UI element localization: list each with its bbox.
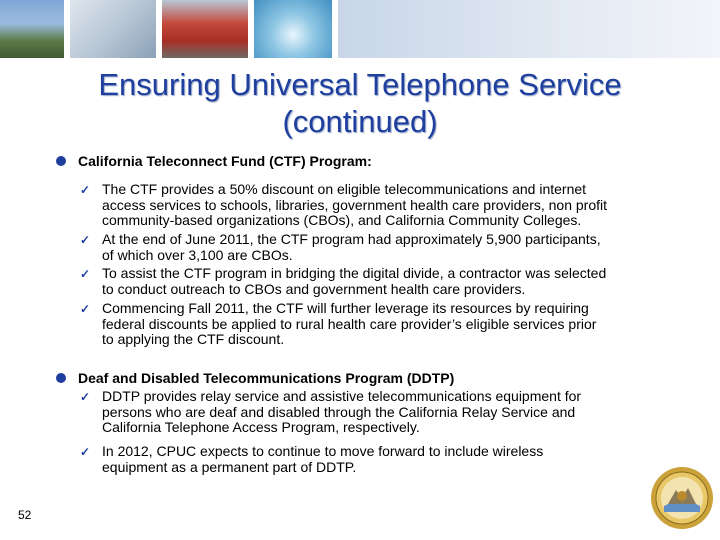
check-bullet-icon: ✓ bbox=[80, 445, 91, 459]
bullet-dot-icon bbox=[56, 156, 66, 166]
check-bullet-icon: ✓ bbox=[80, 390, 91, 404]
banner-bar bbox=[338, 0, 720, 58]
check-bullet-icon: ✓ bbox=[80, 183, 91, 197]
house-solar-photo bbox=[0, 0, 64, 58]
state-seal-logo bbox=[650, 466, 714, 530]
slide-title: Ensuring Universal Telephone Service (continued) bbox=[98, 67, 622, 139]
bullet-dot-icon bbox=[56, 373, 66, 383]
header-banner bbox=[0, 0, 720, 58]
train-photo bbox=[162, 0, 248, 58]
page-number: 52 bbox=[18, 508, 32, 522]
phone-keypad-photo bbox=[70, 0, 156, 58]
check-bullet-icon: ✓ bbox=[80, 267, 91, 281]
water-drop-photo bbox=[254, 0, 332, 58]
check-bullet-icon: ✓ bbox=[80, 233, 91, 247]
check-bullet-icon: ✓ bbox=[80, 302, 91, 316]
